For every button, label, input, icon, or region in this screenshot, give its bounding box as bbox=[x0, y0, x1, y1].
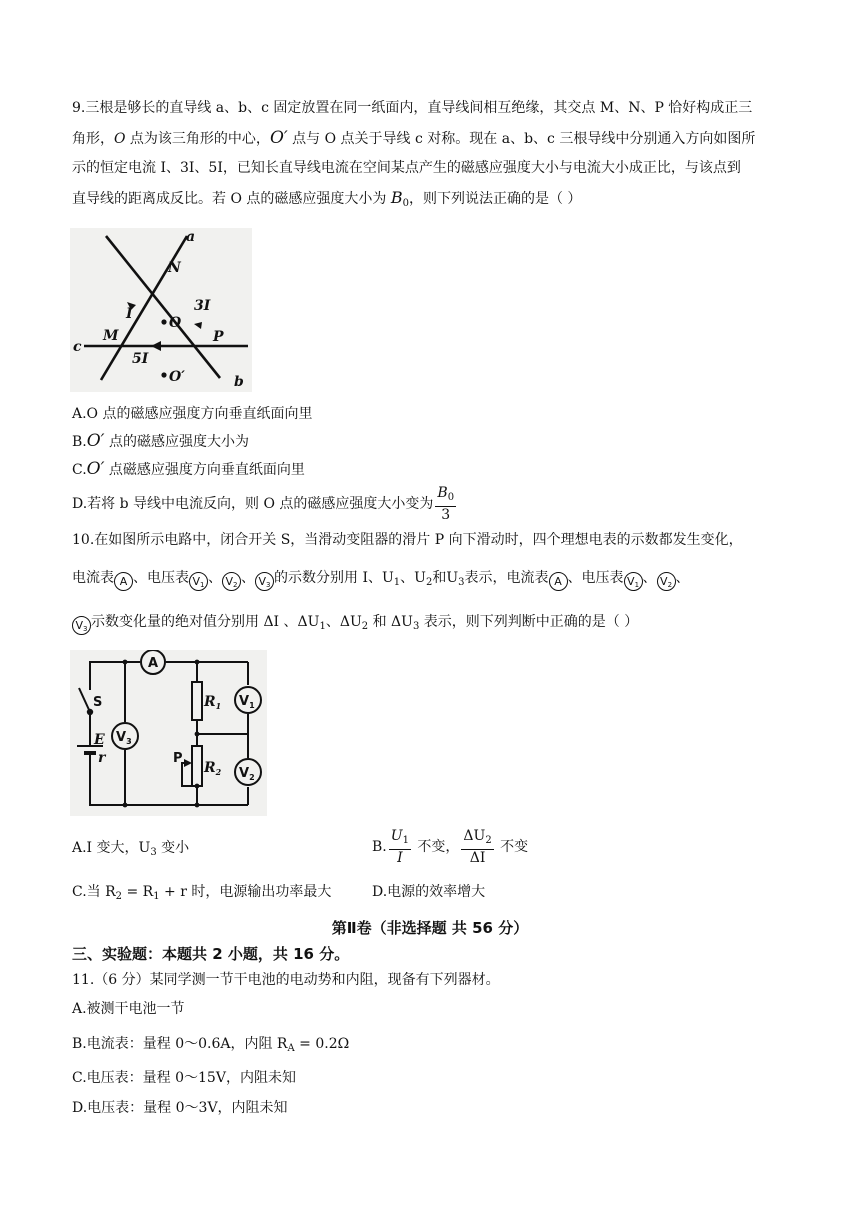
label-3I: 3I bbox=[194, 298, 211, 314]
circuit-v3: $V_3$ bbox=[116, 730, 132, 746]
q9-line-2: 角形，O 点为该三角形的中心，O′ 点与 O 点关于导线 c 对称。现在 a、b、c 三根导线中分别通入方向如图所 bbox=[72, 128, 756, 148]
label-O-prime: O′ bbox=[169, 369, 185, 385]
circuit-r2-label: $R_2$ bbox=[204, 760, 222, 777]
circuit-v1: $V_1$ bbox=[239, 694, 255, 710]
label-c: c bbox=[73, 339, 82, 355]
q11-item-a: A.被测干电池一节 bbox=[72, 1001, 185, 1017]
q9-line-4: 直导线的距离成反比。若 O 点的磁感应强度大小为 $B_0$，则下列说法正确的是（ ） bbox=[72, 188, 582, 209]
q10-option-d: D.电源的效率增大 bbox=[372, 884, 486, 900]
circuit-r-label: r bbox=[98, 750, 106, 766]
ammeter-symbol: A bbox=[114, 572, 133, 591]
voltmeter-1-symbol: V1 bbox=[189, 572, 208, 591]
voltmeter-3-symbol: V3 bbox=[255, 572, 274, 591]
label-O: O bbox=[169, 315, 182, 331]
label-b: b bbox=[234, 374, 244, 390]
section-title: 第Ⅱ卷（非选择题 共 56 分） bbox=[331, 919, 529, 937]
label-I: I bbox=[126, 306, 133, 322]
circuit-emf-label: E bbox=[94, 732, 105, 748]
circuit-v2: $V_2$ bbox=[239, 766, 255, 782]
circuit-ammeter: A bbox=[148, 656, 159, 671]
q10-line-2: 电流表 A 、电压表 V1 、 V2 、 V3 的示数分别用 I、$U_1$、$U_2$和$U_3$表示，电流表 A 、电压表 V1 、 V2 、 bbox=[72, 570, 690, 589]
q9-wire-diagram bbox=[70, 228, 252, 392]
q9-line-1: 9.三根是够长的直导线 a、b、c 固定放置在同一纸面内，直导线间相互绝缘，其交点 M、N、P 恰好构成正三 bbox=[72, 100, 753, 116]
label-N: N bbox=[168, 260, 181, 276]
voltmeter-2-symbol: V2 bbox=[222, 572, 241, 591]
q10-option-c: C.当 $R_2 = R_1 + r$ 时，电源输出功率最大 bbox=[72, 884, 332, 902]
part-three-heading: 三、实验题：本题共 2 小题，共 16 分。 bbox=[72, 945, 350, 963]
q11-item-b: B.电流表：量程 0～0.6A，内阻 $R_A = 0.2\Omega$ bbox=[72, 1036, 350, 1054]
q10-option-a: A.I 变大，$U_3$ 变小 bbox=[72, 840, 190, 858]
q9-line-3: 示的恒定电流 I、3I、5I，已知长直导线电流在空间某点产生的磁感应强度大小与电流大小成正比，与该点到 bbox=[72, 160, 741, 176]
label-M: M bbox=[103, 328, 119, 344]
q9-option-d: D.若将 b 导线中电流反向，则 O 点的磁感应强度大小变为 $\frac{B_0}{3}$ bbox=[72, 484, 455, 523]
q11-item-c: C.电压表：量程 0～15V，内阻未知 bbox=[72, 1070, 296, 1086]
q9-option-a: A.O 点的磁感应强度方向垂直纸面向里 bbox=[72, 406, 313, 422]
q10-line-3: V3 示数变化量的绝对值分别用 ΔI 、$\Delta U_1$、$\Delta U_2$ 和 $\Delta U_3$ 表示，则下列判断中正确的是（ ） bbox=[72, 612, 638, 637]
q10-line-1: 10.在如图所示电路中，闭合开关 S，当滑动变阻器的滑片 P 向下滑动时，四个理想电表的示数都发生变化， bbox=[72, 532, 743, 548]
label-5I: 5I bbox=[132, 351, 149, 367]
q11-line-1: 11.（6 分）某同学测一节干电池的电动势和内阻，现备有下列器材。 bbox=[72, 972, 500, 988]
label-P: P bbox=[213, 329, 224, 345]
circuit-slider-label: P bbox=[173, 751, 183, 766]
q9-option-b: B.O′ 点的磁感应强度大小为 bbox=[72, 431, 249, 451]
q9-option-c: C.O′ 点磁感应强度方向垂直纸面向里 bbox=[72, 459, 305, 479]
q11-item-d: D.电压表：量程 0～3V，内阻未知 bbox=[72, 1100, 288, 1116]
q10-circuit-diagram bbox=[70, 650, 267, 816]
q10-option-b: B. $\frac{U_1}{I}$ 不变， $\frac{\Delta U_2}{\Delta I}$ 不变 bbox=[372, 827, 529, 866]
circuit-r1-label: $R_1$ bbox=[204, 694, 222, 711]
label-a: a bbox=[186, 229, 196, 245]
circuit-switch-label: S bbox=[93, 695, 103, 710]
